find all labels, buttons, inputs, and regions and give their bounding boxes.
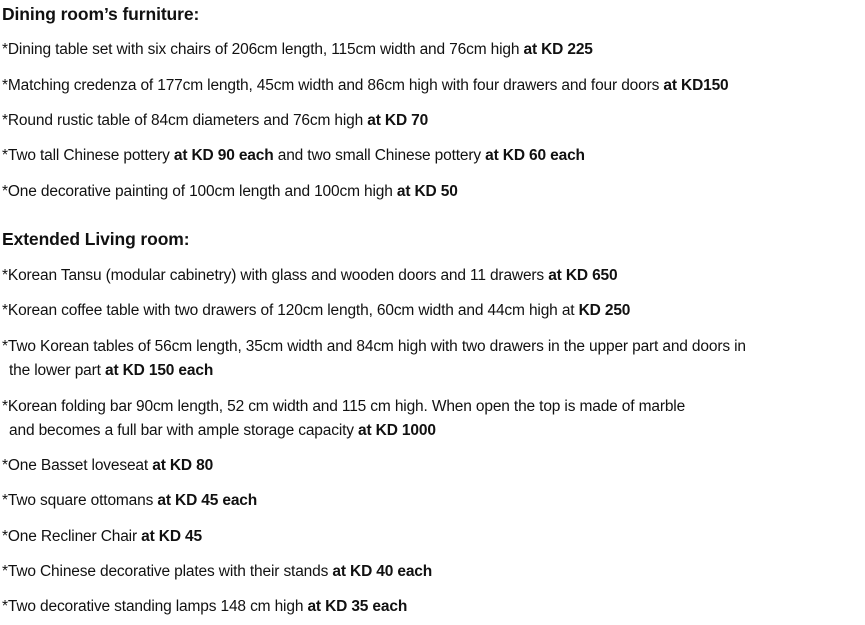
price: at KD 150 each bbox=[104, 362, 214, 379]
price: at KD 70 bbox=[367, 112, 429, 129]
living-room-heading: Extended Living room: bbox=[2, 229, 190, 249]
dining-item-painting: *One decorative painting of 100cm length and 100cm high at KD 50 bbox=[2, 183, 458, 200]
price: at KD 1000 bbox=[358, 422, 436, 439]
dining-room-heading: Dining room’s furniture: bbox=[2, 4, 200, 24]
living-item-korean-tables: *Two Korean tables of 56cm length, 35cm width and 84cm high with two drawers in the upper part and doors in the lower part at KD 150 each bbox=[2, 338, 746, 379]
living-item-folding-bar: *Korean folding bar 90cm length, 52 cm width and 115 cm high. When open the top is made of marble and becomes a full bar with ample storage capacity at KD 1000 bbox=[2, 398, 686, 439]
dining-item-table-set: *Dining table set with six chairs of 206cm length, 115cm width and 76cm high at KD 225 bbox=[2, 41, 593, 58]
living-item-coffee-table: *Korean coffee table with two drawers of 120cm length, 60cm width and 44cm high at KD 250 bbox=[2, 302, 631, 319]
living-item-loveseat: *One Basset loveseat at KD 80 bbox=[2, 457, 214, 474]
living-item-ottomans: *Two square ottomans at KD 45 each bbox=[2, 492, 258, 509]
price: at KD150 bbox=[663, 77, 729, 94]
price: at KD 60 each bbox=[485, 147, 585, 164]
dining-item-round-table: *Round rustic table of 84cm diameters and 76cm high at KD 70 bbox=[2, 112, 429, 129]
price: KD 250 bbox=[578, 302, 631, 319]
price: at KD 45 each bbox=[157, 492, 258, 509]
price: at KD 90 each bbox=[173, 147, 274, 164]
price: at KD 45 bbox=[141, 528, 202, 545]
price: at KD 35 each bbox=[307, 598, 408, 615]
living-item-recliner: *One Recliner Chair at KD 45 bbox=[2, 528, 202, 545]
dining-item-credenza: *Matching credenza of 177cm length, 45cm width and 86cm high with four drawers and four doors at KD150 bbox=[2, 77, 729, 94]
living-item-tansu: *Korean Tansu (modular cabinetry) with glass and wooden doors and 11 drawers at KD 650 bbox=[2, 267, 618, 284]
dining-item-pottery: *Two tall Chinese pottery at KD 90 each and two small Chinese pottery at KD 60 each bbox=[2, 147, 585, 164]
living-item-lamps: *Two decorative standing lamps 148 cm high at KD 35 each bbox=[2, 598, 408, 615]
price: at KD 40 each bbox=[332, 563, 433, 580]
price: at KD 80 bbox=[152, 457, 214, 474]
price: at KD 50 bbox=[396, 183, 458, 200]
price: at KD 650 bbox=[548, 267, 618, 284]
price: at KD 225 bbox=[523, 41, 593, 58]
living-item-plates: *Two Chinese decorative plates with their stands at KD 40 each bbox=[2, 563, 433, 580]
